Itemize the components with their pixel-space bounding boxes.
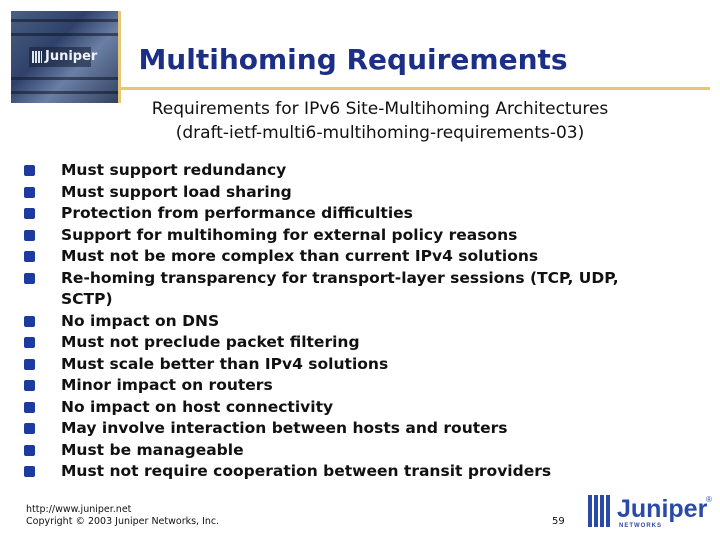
- bullet-text: No impact on host connectivity: [61, 397, 334, 416]
- bullet-icon: [24, 230, 35, 241]
- logo-mark-bar: [594, 495, 598, 527]
- bullet-icon: [24, 273, 35, 284]
- logo-mark-bar: [588, 495, 592, 527]
- bullet-icon: [24, 165, 35, 176]
- bullet-icon: [24, 380, 35, 391]
- bullet-text: Must not require cooperation between transit providers: [61, 462, 552, 480]
- bullet-text: Re-homing transparency for transport-layer sessions (TCP, UDP, SCTP): [61, 268, 619, 308]
- bullet-icon: [24, 187, 35, 198]
- footer-copyright: Copyright © 2003 Juniper Networks, Inc.: [26, 516, 220, 527]
- bullet-icon: [24, 251, 35, 262]
- bullet-text: Must support load sharing: [61, 182, 292, 201]
- bullet-item: [24, 354, 664, 376]
- bullet-icon: [24, 466, 35, 477]
- footer-url[interactable]: http://www.juniper.net: [26, 504, 132, 515]
- bullet-item: [24, 440, 664, 462]
- bullet-item: [24, 311, 664, 333]
- accent-rule-horizontal: [118, 87, 710, 90]
- bullet-item: [24, 418, 664, 440]
- slide-title: Multihoming Requirements: [138, 43, 568, 76]
- bullet-list: [24, 160, 664, 483]
- logo-registered-mark: ®: [706, 495, 712, 504]
- subtitle-line: (draft-ietf-multi6-multihoming-requirements-03): [175, 123, 585, 143]
- logo-subtext: NETWORKS: [619, 523, 662, 529]
- corner-photo: [11, 11, 119, 103]
- logo-mark-bar: [600, 495, 604, 527]
- bullet-item: [24, 375, 664, 397]
- page-number: 59: [552, 516, 565, 527]
- bullet-icon: [24, 359, 35, 370]
- bullet-item: [24, 332, 664, 354]
- logo-wordmark: Juniper: [617, 495, 708, 523]
- bullet-item: [24, 203, 664, 225]
- subtitle-line: Requirements for IPv6 Site-Multihoming Architectures: [151, 99, 609, 119]
- bullet-text: Must scale better than IPv4 solutions: [61, 354, 389, 373]
- bullet-icon: [24, 208, 35, 219]
- bullet-text: Must not preclude packet filtering: [61, 333, 360, 351]
- bullet-icon: [24, 423, 35, 434]
- bullet-icon: [24, 402, 35, 413]
- bullet-text: May involve interaction between hosts and routers: [61, 419, 508, 437]
- bullet-text: Support for multihoming for external policy reasons: [61, 225, 518, 244]
- bullet-text: Must be manageable: [61, 440, 244, 459]
- bullet-text: Minor impact on routers: [61, 376, 273, 394]
- juniper-logo: [583, 488, 713, 534]
- bullet-item: [24, 160, 664, 182]
- bullet-item: [24, 461, 664, 483]
- bullet-item: [24, 397, 664, 419]
- logo-mark-bar: [606, 495, 610, 527]
- corner-logo: Juniper: [29, 47, 91, 67]
- bullet-icon: [24, 337, 35, 348]
- bullet-item: [24, 182, 664, 204]
- bullet-item: [24, 268, 664, 311]
- bullet-text: Must not be more complex than current IPv4 solutions: [61, 247, 539, 265]
- bullet-icon: [24, 445, 35, 456]
- footer: [26, 504, 219, 528]
- bullet-text: No impact on DNS: [61, 311, 220, 330]
- bullet-item: [24, 225, 664, 247]
- bullet-item: [24, 246, 664, 268]
- bullet-text: Protection from performance difficulties: [61, 204, 413, 222]
- bullet-icon: [24, 316, 35, 327]
- slide-subtitle: [100, 97, 660, 145]
- bullet-text: Must support redundancy: [61, 161, 287, 179]
